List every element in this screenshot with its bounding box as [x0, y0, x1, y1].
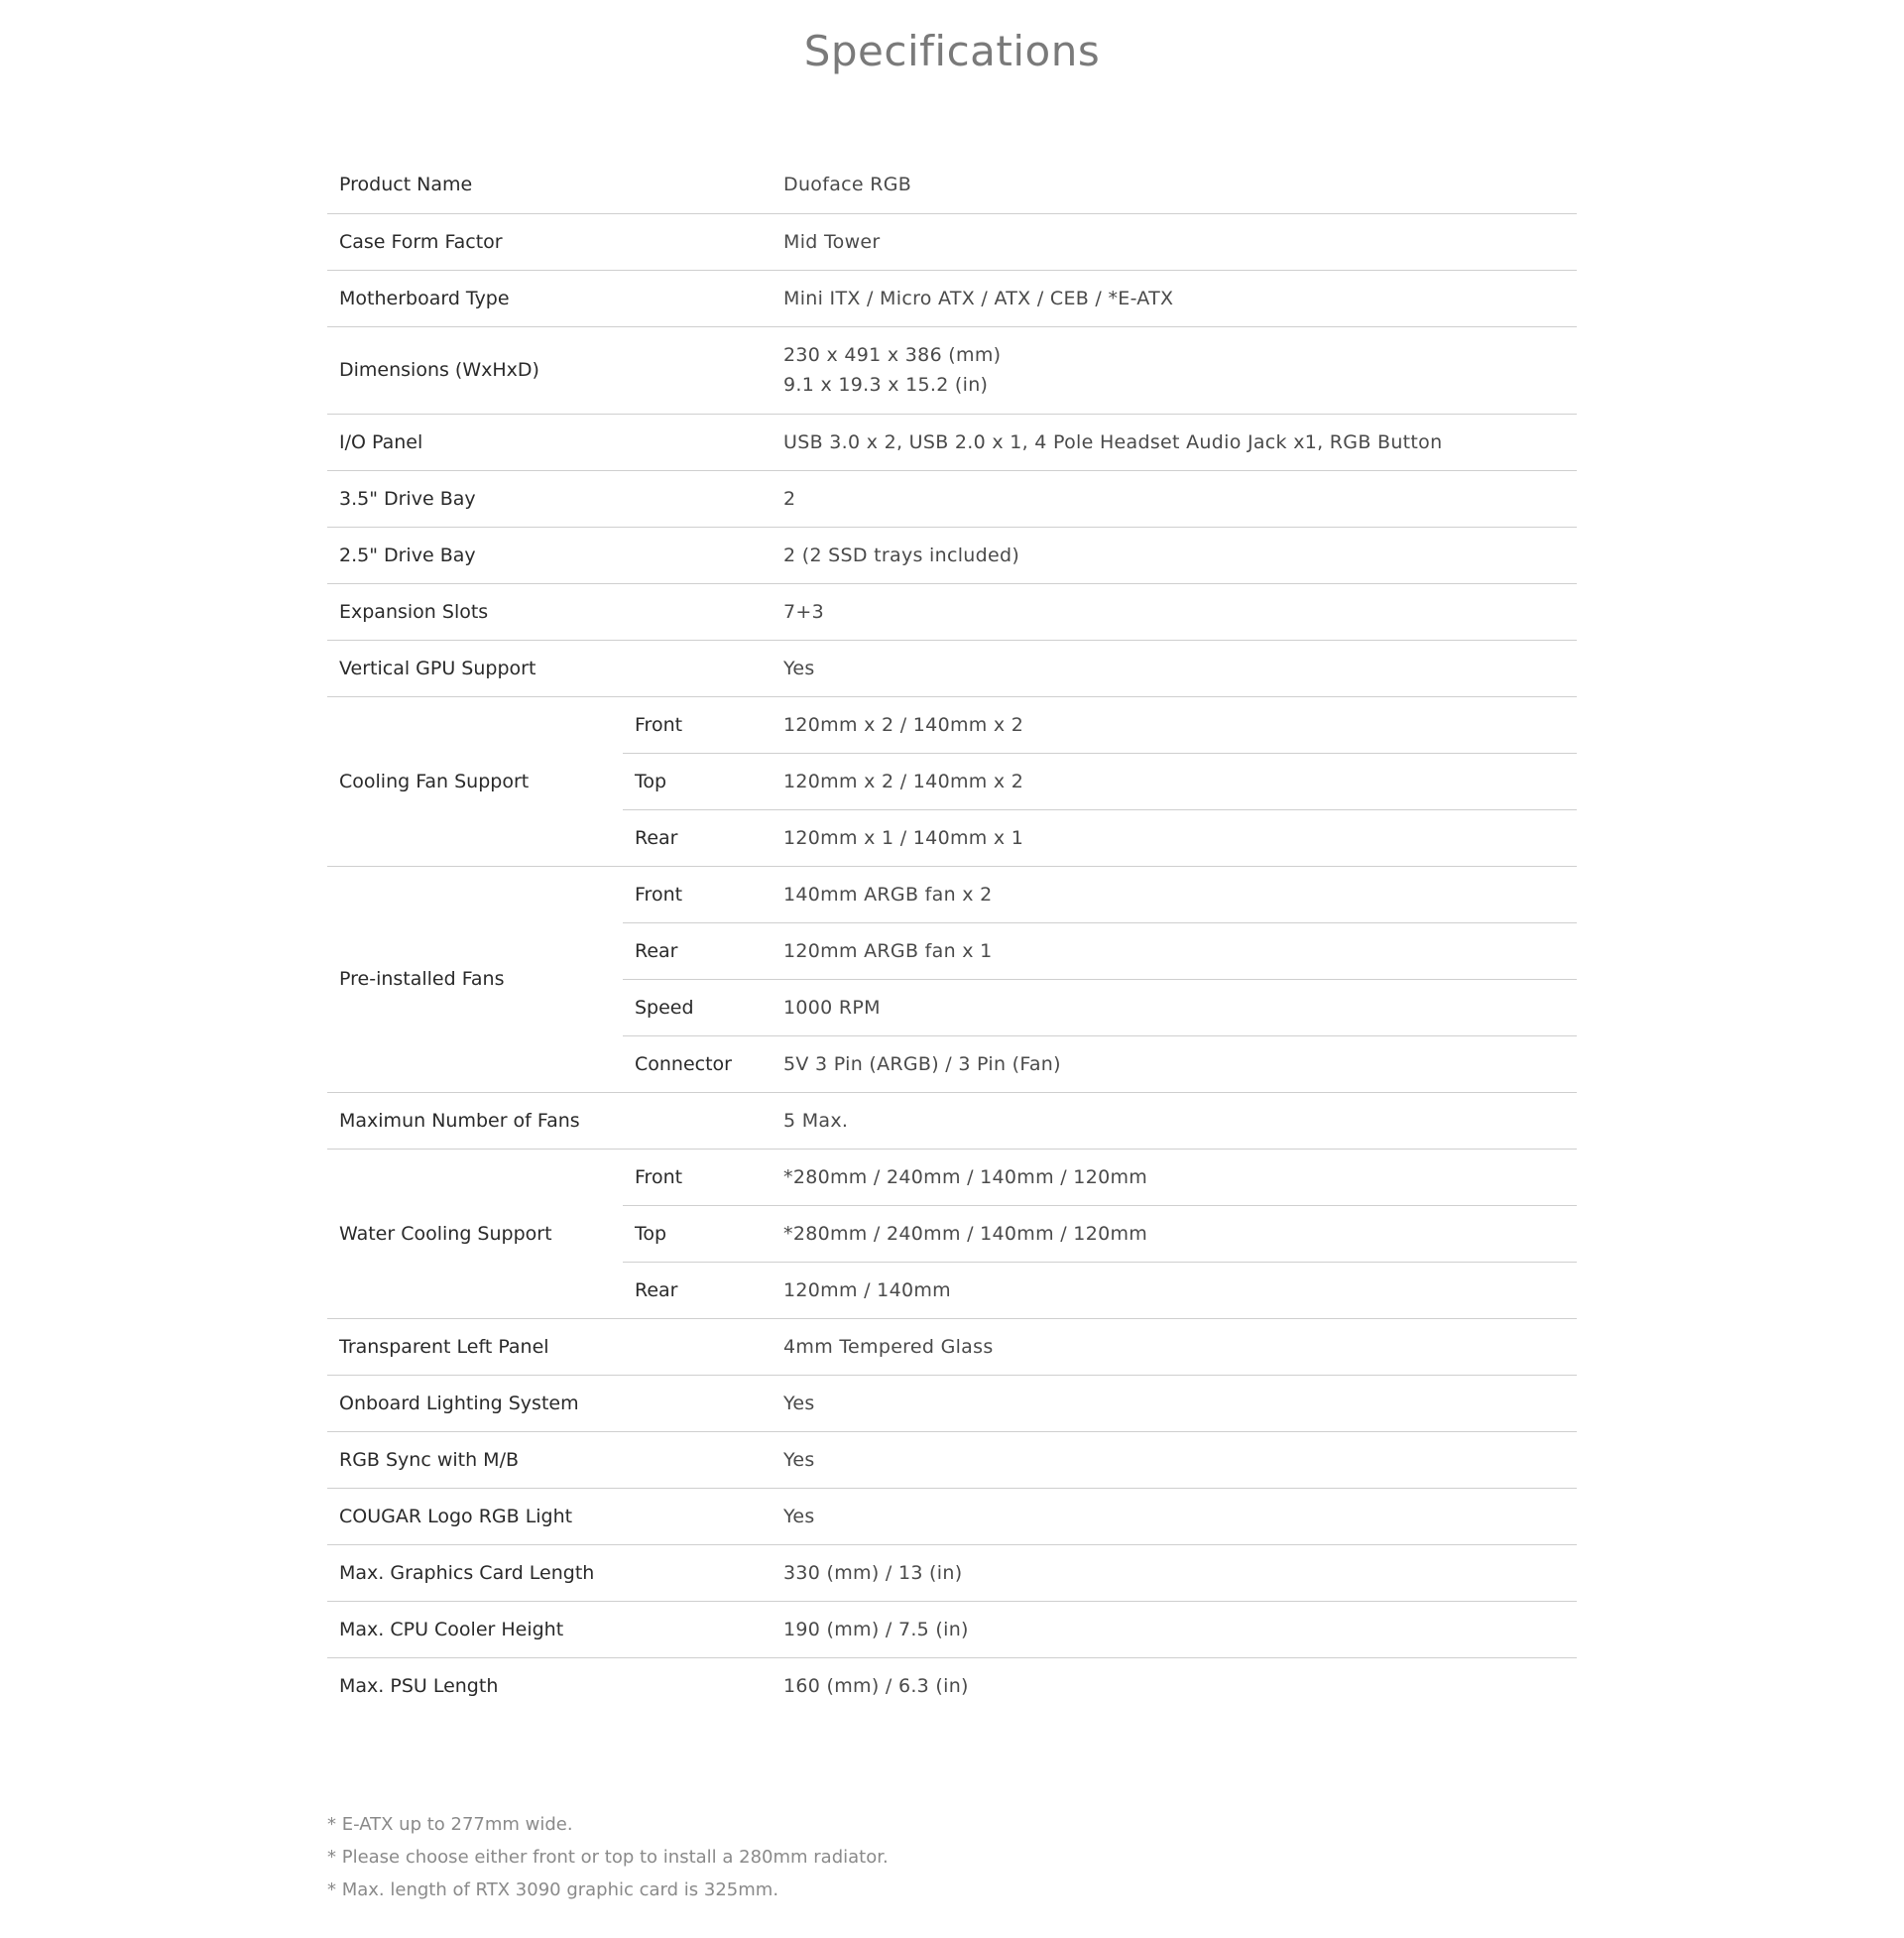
- spec-label: Water Cooling Support: [327, 1149, 623, 1318]
- spec-sub-label: Speed: [623, 979, 772, 1035]
- spec-row-max-gpu-length: [327, 1544, 1577, 1601]
- spec-sub-label: Rear: [623, 1262, 772, 1318]
- spec-label: Cooling Fan Support: [327, 696, 623, 866]
- spec-value: 160 (mm) / 6.3 (in): [783, 1674, 969, 1697]
- spec-sub-label: Front: [623, 866, 772, 922]
- spec-value: 4mm Tempered Glass: [772, 1318, 1577, 1375]
- spec-value: 140mm ARGB fan x 2: [772, 866, 1577, 922]
- spec-value: Mini ITX / Micro ATX / ATX / CEB / *E-ATX: [772, 270, 1577, 326]
- spec-value: 7+3: [772, 583, 1577, 640]
- dimensions-in: 9.1 x 19.3 x 15.2 (in): [783, 374, 989, 396]
- footnote: * E-ATX up to 277mm wide.: [327, 1814, 573, 1835]
- spec-row-motherboard-type: [327, 270, 1577, 326]
- footnotes: [327, 1808, 889, 1906]
- spec-value: 5 Max.: [772, 1092, 1577, 1149]
- spec-row-onboard-lighting: [327, 1375, 1577, 1431]
- spec-value: 120mm ARGB fan x 1: [772, 922, 1577, 979]
- spec-row-product-name: [327, 157, 1577, 213]
- page-title: Specifications: [803, 27, 1101, 75]
- footnote: * Please choose either front or top to install a 280mm radiator.: [327, 1847, 889, 1868]
- spec-label: Max. PSU Length: [339, 1674, 499, 1697]
- spec-label: Transparent Left Panel: [327, 1318, 772, 1375]
- spec-value: Yes: [772, 1488, 1577, 1544]
- spec-row-left-panel: [327, 1318, 1577, 1375]
- spec-row-case-form-factor: [327, 213, 1577, 270]
- spec-label: 3.5" Drive Bay: [327, 470, 772, 527]
- spec-label: Max. CPU Cooler Height: [327, 1601, 772, 1657]
- spec-label: COUGAR Logo RGB Light: [327, 1488, 772, 1544]
- spec-label: Vertical GPU Support: [327, 640, 772, 696]
- spec-value: 330 (mm) / 13 (in): [772, 1544, 1577, 1601]
- spec-value: 120mm x 2 / 140mm x 2: [772, 696, 1577, 753]
- spec-row-rgb-sync: [327, 1431, 1577, 1488]
- spec-value: 1000 RPM: [772, 979, 1577, 1035]
- spec-value: [772, 326, 1577, 414]
- spec-value: *280mm / 240mm / 140mm / 120mm: [772, 1205, 1577, 1262]
- spec-row-drive-bay-25: [327, 527, 1577, 583]
- spec-label: Expansion Slots: [327, 583, 772, 640]
- dimensions-mm: 230 x 491 x 386 (mm): [783, 344, 1002, 366]
- spec-value: Yes: [772, 1375, 1577, 1431]
- spec-value: 190 (mm) / 7.5 (in): [772, 1601, 1577, 1657]
- spec-label: Max. Graphics Card Length: [327, 1544, 772, 1601]
- spec-row-vertical-gpu: [327, 640, 1577, 696]
- spec-row-preinstalled-front: [327, 866, 1577, 922]
- spec-label: Maximun Number of Fans: [327, 1092, 772, 1149]
- spec-sub-label: Top: [623, 1205, 772, 1262]
- spec-label: Product Name: [327, 157, 772, 213]
- spec-sub-label: Rear: [623, 809, 772, 866]
- footnote: * Max. length of RTX 3090 graphic card is 325mm.: [327, 1879, 779, 1900]
- spec-value: USB 3.0 x 2, USB 2.0 x 1, 4 Pole Headset Audio Jack x1, RGB Button: [772, 414, 1577, 470]
- spec-value: 2: [772, 470, 1577, 527]
- spec-row-logo-rgb: [327, 1488, 1577, 1544]
- spec-value: 120mm / 140mm: [772, 1262, 1577, 1318]
- spec-sub-label: Front: [623, 696, 772, 753]
- spec-value: Duoface RGB: [772, 157, 1577, 213]
- spec-sub-label: Front: [623, 1149, 772, 1205]
- spec-label: Pre-installed Fans: [327, 866, 623, 1092]
- spec-row-max-fans: [327, 1092, 1577, 1149]
- spec-value: Yes: [772, 640, 1577, 696]
- spec-sub-label: Rear: [623, 922, 772, 979]
- spec-label: I/O Panel: [327, 414, 772, 470]
- spec-label: 2.5" Drive Bay: [327, 527, 772, 583]
- spec-row-dimensions: [327, 326, 1577, 414]
- spec-label: Case Form Factor: [327, 213, 772, 270]
- spec-row-cooling-fan-front: [327, 696, 1577, 753]
- spec-row-max-cpu-cooler: [327, 1601, 1577, 1657]
- spec-sub-label: Top: [623, 753, 772, 809]
- spec-row-expansion-slots: [327, 583, 1577, 640]
- spec-value: 2 (2 SSD trays included): [772, 527, 1577, 583]
- spec-value: 120mm x 1 / 140mm x 1: [772, 809, 1577, 866]
- spec-row-drive-bay-35: [327, 470, 1577, 527]
- spec-value: 5V 3 Pin (ARGB) / 3 Pin (Fan): [772, 1035, 1577, 1092]
- spec-value: 120mm x 2 / 140mm x 2: [772, 753, 1577, 809]
- spec-label: Dimensions (WxHxD): [327, 326, 772, 414]
- spec-value: *280mm / 240mm / 140mm / 120mm: [772, 1149, 1577, 1205]
- spec-label: Motherboard Type: [327, 270, 772, 326]
- specifications-table: [327, 157, 1577, 1714]
- spec-row-max-psu-length: [327, 1657, 1577, 1714]
- spec-label: RGB Sync with M/B: [327, 1431, 772, 1488]
- spec-row-io-panel: [327, 414, 1577, 470]
- spec-sub-label: Connector: [623, 1035, 772, 1092]
- spec-label: Onboard Lighting System: [327, 1375, 772, 1431]
- spec-row-water-front: [327, 1149, 1577, 1205]
- spec-value: Yes: [772, 1431, 1577, 1488]
- spec-value: Mid Tower: [772, 213, 1577, 270]
